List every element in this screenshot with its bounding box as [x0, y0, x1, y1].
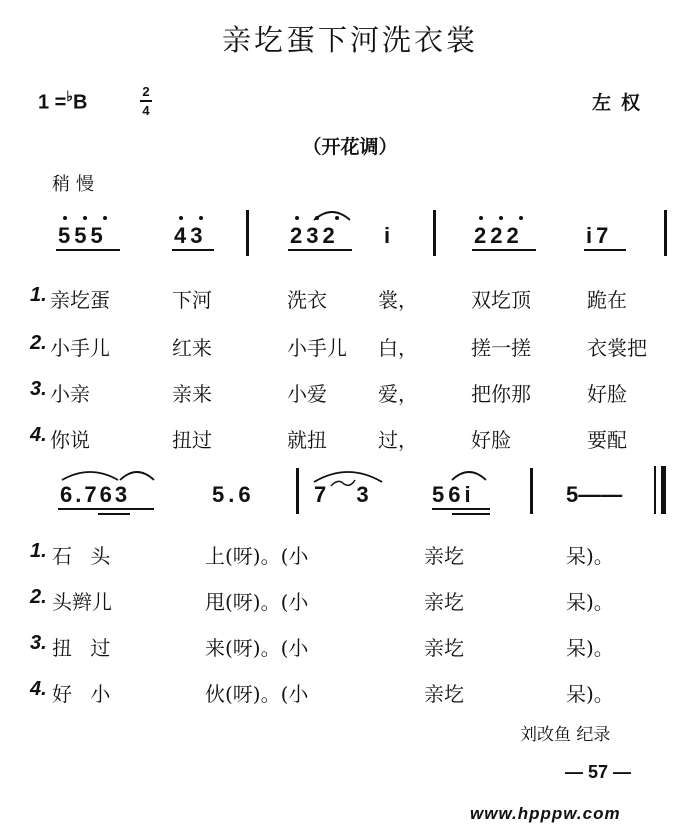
subtitle: （开花调） — [302, 136, 398, 158]
octave-dot — [499, 216, 503, 220]
beam-line — [432, 508, 490, 510]
verse-number: 3. — [30, 378, 47, 400]
beam-line — [472, 249, 536, 251]
transcriber-credit: 刘改鱼 纪录 — [520, 725, 611, 745]
lyric: 来(呀)。(小 — [205, 636, 309, 660]
lyric: 甩(呀)。(小 — [205, 590, 309, 614]
verse-number: 4. — [30, 424, 47, 446]
tempo-marking: 稍慢 — [52, 174, 100, 195]
lyric: 扭 过 — [52, 636, 117, 660]
lyric: 亲圪蛋 — [50, 288, 110, 312]
beam-line-double — [98, 513, 130, 515]
verse-number: 1. — [30, 284, 47, 306]
verse-number: 1. — [30, 540, 47, 562]
slur — [312, 206, 352, 222]
beam-line — [56, 249, 120, 251]
octave-dot — [63, 216, 67, 220]
lyric: 过， — [378, 428, 418, 452]
barline — [530, 468, 533, 514]
slur — [450, 466, 488, 482]
lyric: 就扭 — [287, 428, 327, 452]
lyric: 洗衣 — [287, 288, 327, 312]
lyric: 亲圪 — [424, 636, 464, 660]
lyric: 跪在 — [587, 288, 627, 312]
barline — [664, 210, 667, 256]
barline — [246, 210, 249, 256]
note-group: 232 — [290, 223, 339, 248]
lyric: 呆)。 — [566, 682, 614, 706]
lyric: 亲来 — [172, 382, 212, 406]
lyric: 扭过 — [172, 428, 212, 452]
page-number: — 57 — — [565, 762, 632, 782]
verse-number: 3. — [30, 632, 47, 654]
time-signature — [140, 84, 152, 118]
lyric: 衣裳把 — [587, 336, 647, 360]
meter-bottom: 4 — [142, 103, 150, 118]
lyric: 好 小 — [52, 682, 117, 706]
grace-mark — [330, 478, 356, 488]
note-group: 7 3 — [314, 482, 381, 507]
lyric: 伙(呀)。(小 — [205, 682, 309, 706]
watermark-url: www.hpppw.com — [470, 804, 621, 823]
note-group: 5.6 — [212, 482, 255, 507]
song-title: 亲圪蛋下河洗衣裳 — [221, 23, 478, 57]
final-barline-thick — [661, 466, 666, 514]
note-group: 43 — [174, 223, 207, 248]
key-note: B — [72, 91, 88, 114]
meter-top: 2 — [142, 84, 150, 99]
barline — [433, 210, 436, 256]
octave-dot — [479, 216, 483, 220]
lyric: 亲圪 — [424, 544, 464, 568]
lyric: 好脸 — [587, 382, 627, 406]
flat-sign: ♭ — [66, 88, 73, 104]
lyric: 呆)。 — [566, 544, 614, 568]
lyric: 呆)。 — [566, 590, 614, 614]
lyric: 要配 — [587, 428, 627, 452]
lyric: 石 头 — [52, 544, 117, 568]
lyric: 红来 — [172, 336, 212, 360]
lyric: 上(呀)。(小 — [205, 544, 309, 568]
note-group: 6.763 — [60, 482, 131, 507]
lyric: 搓一搓 — [471, 336, 531, 360]
lyric: 亲圪 — [424, 590, 464, 614]
lyric: 头辫儿 — [52, 590, 112, 614]
lyric: 小手儿 — [50, 336, 110, 360]
octave-dot — [295, 216, 299, 220]
note-group: 555 — [58, 223, 107, 248]
note-group: i7 — [586, 223, 613, 248]
verse-number: 4. — [30, 678, 47, 700]
lyric: 小手儿 — [287, 336, 347, 360]
lyric: 呆)。 — [566, 636, 614, 660]
octave-dot — [179, 216, 183, 220]
lyric: 小爱 — [287, 382, 327, 406]
octave-dot — [199, 216, 203, 220]
verse-number: 2. — [30, 332, 47, 354]
key-signature — [38, 88, 87, 115]
beam-line — [584, 249, 626, 251]
lyric: 把你那 — [471, 382, 531, 406]
note-group: 56i — [432, 482, 475, 507]
beam-line — [172, 249, 214, 251]
beam-line-double — [452, 513, 490, 515]
verse-number: 2. — [30, 586, 47, 608]
key-prefix: 1 = — [38, 91, 67, 114]
slur — [60, 466, 120, 482]
note-group: i — [384, 223, 395, 248]
final-barline-thin — [654, 466, 656, 514]
lyric: 你说 — [50, 428, 90, 452]
octave-dot — [103, 216, 107, 220]
lyric: 双圪顶 — [471, 288, 531, 312]
slur — [118, 466, 156, 482]
barline — [296, 468, 299, 514]
composer: 左权 — [592, 92, 651, 114]
lyric: 小亲 — [50, 382, 90, 406]
lyric: 爱， — [378, 382, 418, 406]
lyric: 亲圪 — [424, 682, 464, 706]
note-group: 5—— — [566, 482, 623, 507]
beam-line — [288, 249, 352, 251]
octave-dot — [83, 216, 87, 220]
lyric: 裳， — [378, 288, 418, 312]
beam-line — [58, 508, 154, 510]
octave-dot — [519, 216, 523, 220]
lyric: 白， — [378, 336, 418, 360]
note-group: 222 — [474, 223, 523, 248]
lyric: 好脸 — [471, 428, 511, 452]
lyric: 下河 — [172, 288, 212, 312]
